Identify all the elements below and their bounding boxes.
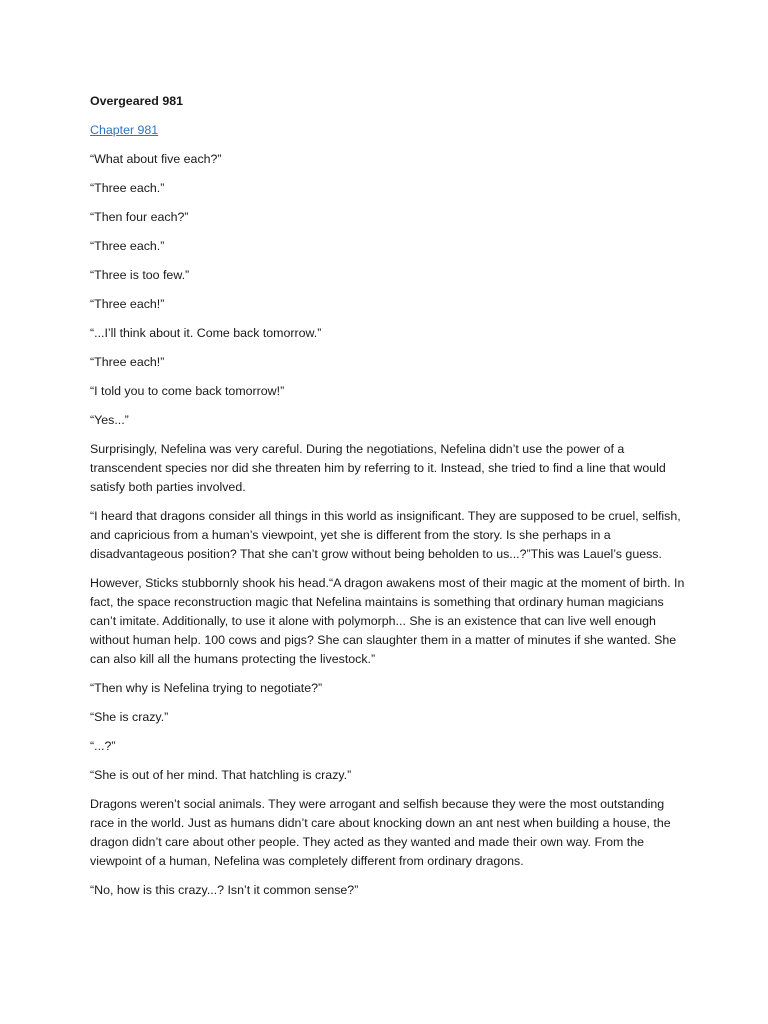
paragraph: “Three each.” <box>90 239 165 253</box>
chapter-link[interactable]: Chapter 981 <box>90 123 159 137</box>
paragraph: “What about five each?” <box>90 152 222 166</box>
paragraph: However, Sticks stubbornly shook his head.“A dragon awakens most of their magic at the moment of birth. In fact, the space reconstruction magic that Nefelina maintains is something that ordinary human magicians can’t imitate. Additionally, to use it alone with polymorph... She is an existence that can live well enough without human help. 100 cows and pigs? She can slaughter them in a matter of minutes if she wanted. She can also kill all the humans protecting the livestock.” <box>90 576 685 666</box>
document-title: Overgeared 981 <box>90 94 183 108</box>
paragraph: “No, how is this crazy...? Isn’t it common sense?” <box>90 883 359 897</box>
paragraph: “Then why is Nefelina trying to negotiate?” <box>90 681 323 695</box>
paragraph: “Then four each?” <box>90 210 189 224</box>
paragraph: “...?” <box>90 739 116 753</box>
paragraph: “...I’ll think about it. Come back tomorrow.” <box>90 326 322 340</box>
paragraph: “Three each!” <box>90 297 165 311</box>
paragraph: “I told you to come back tomorrow!” <box>90 384 285 398</box>
paragraph: “I heard that dragons consider all things in this world as insignificant. They are supposed to be cruel, selfish, and capricious from a human’s viewpoint, yet she is different from the story. Is she perhaps in a disadvantageous position? That she can’t grow without being beholden to us...?”This was Lauel’s guess. <box>90 509 681 561</box>
paragraph: “Three is too few.” <box>90 268 190 282</box>
paragraph: “Yes...” <box>90 413 129 427</box>
paragraph: “She is crazy.” <box>90 710 169 724</box>
paragraph: Dragons weren’t social animals. They were arrogant and selfish because they were the most outstanding race in the world. Just as humans didn’t care about knocking down an ant nest when building a house, the dragon didn’t care about other people. They acted as they wanted and made their own way. From the viewpoint of a human, Nefelina was completely different from ordinary dragons. <box>90 797 671 868</box>
paragraph: “She is out of her mind. That hatchling is crazy.” <box>90 768 352 782</box>
paragraph: Surprisingly, Nefelina was very careful. During the negotiations, Nefelina didn’t use the power of a transcendent species nor did she threaten him by referring to it. Instead, she tried to find a line that would satisfy both parties involved. <box>90 442 666 494</box>
paragraph: “Three each.” <box>90 181 165 195</box>
document-page <box>90 92 690 910</box>
paragraph: “Three each!” <box>90 355 165 369</box>
